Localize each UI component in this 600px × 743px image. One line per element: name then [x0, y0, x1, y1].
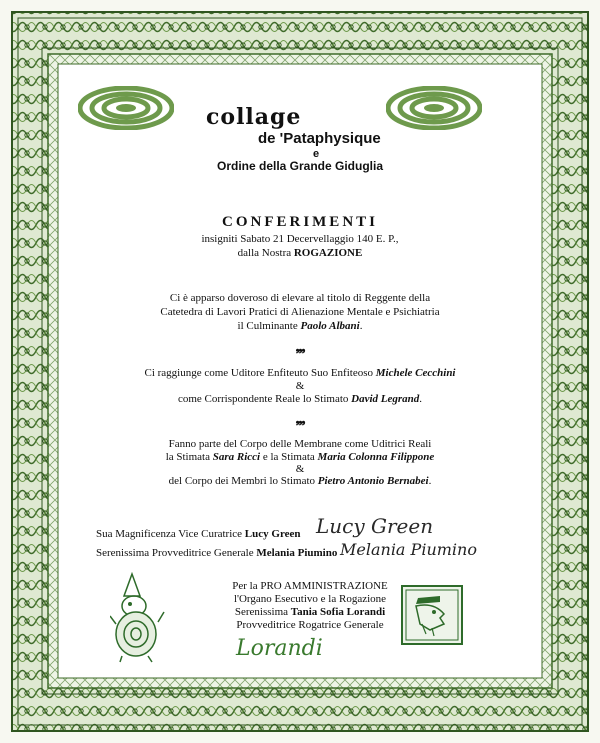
para1-line-1: Ci è apparso doveroso di elevare al titolo di Reggente della — [169, 292, 431, 304]
page-title: CONFERIMENTI — [221, 214, 378, 230]
right-spiral-ornament — [386, 86, 482, 130]
left-spiral-ornament — [78, 86, 174, 130]
para3-line-4-prefix: del Corpo dei Membri lo Stimato — [168, 475, 316, 487]
logo-e: e — [312, 148, 320, 160]
para2-line-3-prefix: come Corrispondente Reale lo Stimato — [177, 393, 349, 405]
para2-name-2: David Legrand — [351, 393, 420, 405]
admin-line-3-prefix: Serenissima — [234, 606, 289, 618]
portrait-stamp-icon — [400, 584, 464, 646]
title-line-2-bold: ROGAZIONE — [293, 247, 363, 259]
separator-1: ❟❟❟ — [295, 343, 305, 354]
para1-line-3-prefix: il Culminante — [237, 320, 298, 332]
para2-name-1: Michele Cecchini — [375, 367, 456, 379]
para2-ampersand: & — [295, 380, 305, 392]
logo-pataphysique: de 'Pataphysique — [258, 130, 381, 147]
signature-lorandi: Lorandi — [236, 636, 323, 661]
admin-line-2: l'Organo Esecutivo e la Rogazione — [233, 593, 387, 605]
admin-line-3 — [10, 606, 600, 618]
separator-2: ❟❟❟ — [295, 415, 305, 426]
para2-line-3 — [0, 393, 600, 405]
para2-line-1-prefix: Ci raggiunge come Uditore Enfiteuto Suo Enfiteoso — [144, 367, 373, 379]
title-line-2-prefix: dalla Nostra — [237, 247, 292, 259]
para2-line-1 — [0, 367, 600, 379]
para3-name-2: Maria Colonna Filippone — [317, 451, 435, 463]
signature-melania-piumino: Melania Piumino — [340, 540, 477, 559]
logo-ordine: Ordine della Grande Giduglia — [216, 159, 384, 173]
title-line-1: insigniti Sabato 21 Decervellaggio 140 E. P., — [201, 233, 399, 245]
creature-stamp-icon — [110, 572, 166, 664]
admin-line-4: Provveditrice Rogatrice Generale — [236, 619, 384, 631]
para2-line-3-suffix: . — [419, 393, 423, 405]
signatory-2-name: Melania Piumino — [256, 547, 338, 559]
signatory-1-title: Sua Magnificenza Vice Curatrice — [96, 528, 243, 540]
para3-line-2-b: e la Stimata — [262, 451, 315, 463]
para3-line-1: Fanno parte del Corpo delle Membrane come Uditrici Reali — [168, 438, 432, 450]
para3-name-1: Sara Ricci — [212, 451, 261, 463]
signatory-2-title: Serenissima Provveditrice Generale — [96, 547, 254, 559]
para1-name: Paolo Albani — [300, 320, 360, 332]
signatory-row-2 — [96, 547, 337, 559]
title-line-2 — [0, 247, 600, 259]
signature-lucy-green: Lucy Green — [316, 514, 434, 538]
para3-line-4 — [0, 475, 600, 487]
para3-ampersand: & — [295, 463, 305, 475]
collage-logo: collage — [206, 104, 302, 130]
para3-line-4-suffix: . — [428, 475, 432, 487]
signatory-1-name: Lucy Green — [244, 528, 301, 540]
para3-line-2-a: la Stimata — [165, 451, 210, 463]
para1-line-3-suffix: . — [359, 320, 363, 332]
admin-name: Tania Sofia Lorandi — [290, 606, 386, 618]
admin-line-1: Per la PRO AMMINISTRAZIONE — [232, 580, 388, 592]
para3-line-2 — [0, 451, 600, 463]
para3-name-3: Pietro Antonio Bernabei — [317, 475, 429, 487]
signatory-row-1 — [96, 528, 301, 540]
para1-line-3 — [0, 320, 600, 332]
para1-line-2: Catetedra di Lavori Pratici di Alienazione Mentale e Psichiatria — [160, 306, 440, 318]
